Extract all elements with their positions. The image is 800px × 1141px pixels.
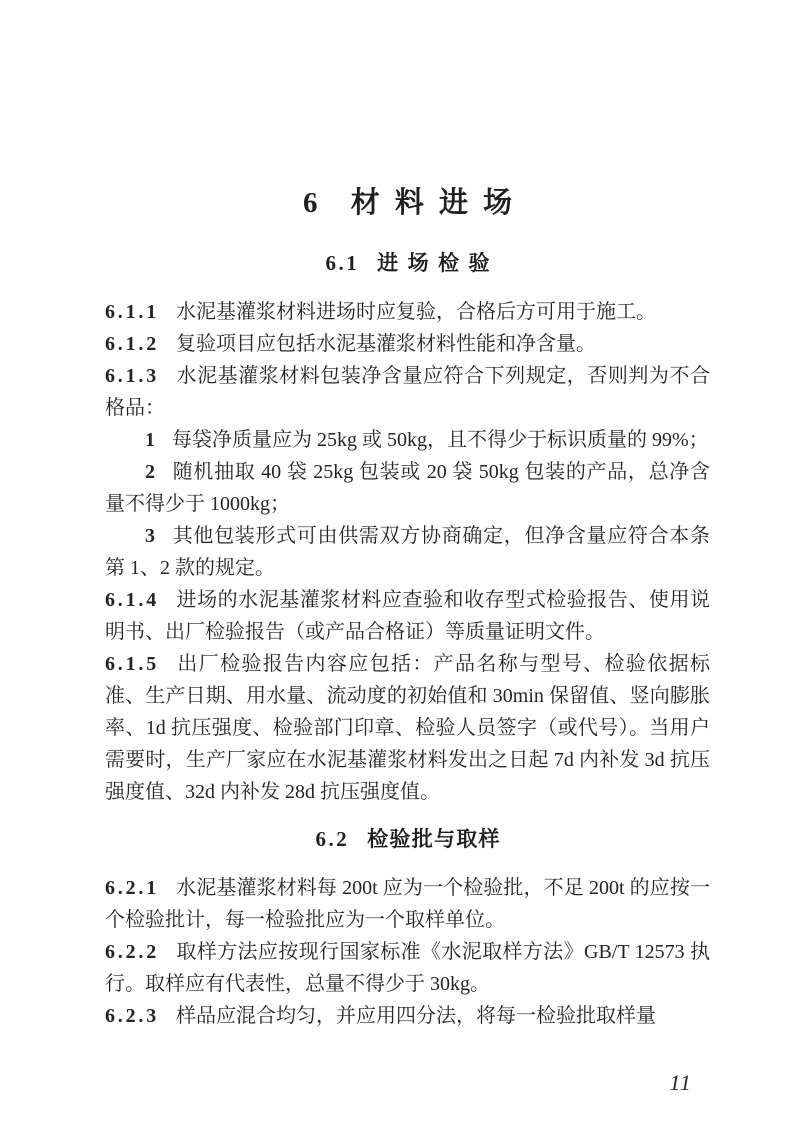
subitem-text: 其他包装形式可由供需双方协商确定，但净含量应符合本条第 1、2 款的规定。 — [105, 525, 710, 579]
chapter-title — [105, 186, 710, 220]
clause-6.1.1 — [105, 296, 710, 328]
clause-number: 6.2.1 — [105, 877, 159, 899]
subitem-number: 2 — [145, 461, 155, 483]
section-heading-number: 6.1 — [325, 251, 360, 275]
clause-number: 6.1.1 — [105, 301, 159, 323]
clause-text: 取样方法应按现行国家标准《水泥取样方法》GB/T 12573 执行。取样应有代表性，总量不得少于 30kg。 — [105, 941, 710, 995]
subitem-3 — [105, 520, 710, 584]
document-content — [0, 186, 800, 1032]
clause-6.2.3 — [105, 1000, 710, 1032]
clause-6.1.4 — [105, 584, 710, 648]
clause-6.1.5 — [105, 648, 710, 808]
subitem-text: 随机抽取 40 袋 25kg 包装或 20 袋 50kg 包装的产品，总净含量不得少于 1000kg； — [105, 461, 710, 515]
section-heading-title: 进场检验 — [377, 251, 499, 275]
section-heading-number: 6.2 — [315, 827, 350, 851]
clause-6.2.2 — [105, 936, 710, 1000]
section-6.1 — [105, 248, 710, 808]
subitem-1 — [105, 424, 710, 456]
subitem-2 — [105, 456, 710, 520]
section-heading — [105, 248, 710, 278]
subitem-number: 3 — [145, 525, 155, 547]
clause-text: 水泥基灌浆材料每 200t 应为一个检验批，不足 200t 的应按一个检验批计，每一检验批应为一个取样单位。 — [105, 877, 710, 931]
clause-text: 出厂检验报告内容应包括：产品名称与型号、检验依据标准、生产日期、用水量、流动度的初始值和 30min 保留值、竖向膨胀率、1d 抗压强度、检验部门印章、检验人员签字（或代号）。当用户需要时，生产厂家应在水泥基灌浆材料发出之日起 7d 内补发 3d 抗压强度值、32d 内补发 28d 抗压强度值。 — [105, 653, 710, 803]
subitem-text: 每袋净质量应为 25kg 或 50kg，且不得少于标识质量的 99%； — [172, 429, 709, 451]
clause-number: 6.1.4 — [105, 589, 159, 611]
clause-6.2.1 — [105, 872, 710, 936]
chapter-number: 6 — [302, 187, 318, 219]
clause-6.1.3 — [105, 360, 710, 424]
clause-text: 进场的水泥基灌浆材料应查验和收存型式检验报告、使用说明书、出厂检验报告（或产品合格证）等质量证明文件。 — [105, 589, 710, 643]
section-heading — [105, 824, 710, 854]
clause-number: 6.1.3 — [105, 365, 159, 387]
chapter-title-text: 材料进场 — [350, 187, 528, 219]
clause-text: 样品应混合均匀，并应用四分法，将每一检验批取样量 — [176, 1005, 656, 1027]
clause-number: 6.1.5 — [105, 653, 159, 675]
clause-text: 水泥基灌浆材料进场时应复验，合格后方可用于施工。 — [176, 301, 656, 323]
document-body — [105, 248, 710, 1032]
clause-number: 6.1.2 — [105, 333, 159, 355]
clause-text: 水泥基灌浆材料包装净含量应符合下列规定，否则判为不合格品： — [105, 365, 710, 419]
subitem-number: 1 — [145, 429, 155, 451]
clause-number: 6.2.3 — [105, 1005, 159, 1027]
page-number: 11 — [669, 1070, 692, 1095]
section-heading-title: 检验批与取样 — [367, 827, 501, 851]
section-6.2 — [105, 824, 710, 1032]
clause-text: 复验项目应包括水泥基灌浆材料性能和净含量。 — [176, 333, 596, 355]
clause-number: 6.2.2 — [105, 941, 159, 963]
clause-6.1.2 — [105, 328, 710, 360]
